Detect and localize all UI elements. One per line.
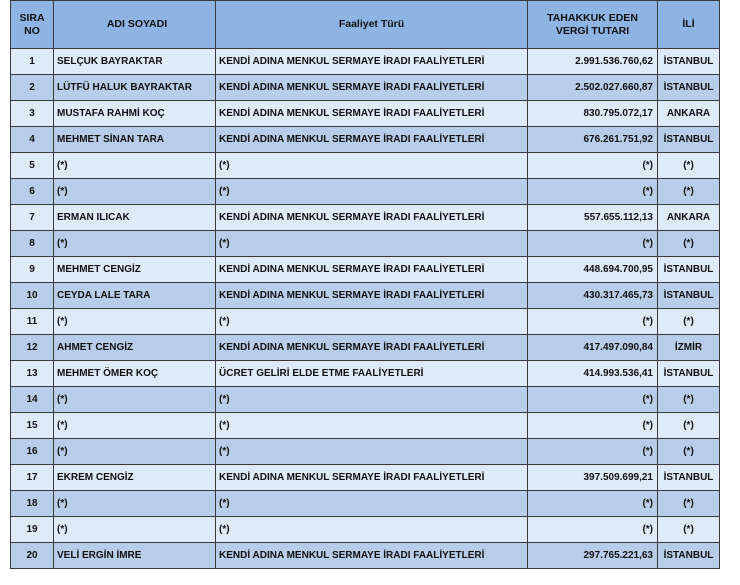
activity-cell: (*) [216, 153, 528, 179]
table-row [11, 361, 720, 387]
activity-cell: KENDİ ADINA MENKUL SERMAYE İRADI FAALİYETLERİ [216, 283, 528, 309]
table-row [11, 465, 720, 491]
table-row [11, 309, 720, 335]
row-number-cell: 9 [11, 257, 54, 283]
name-cell: (*) [54, 179, 216, 205]
city-cell: İSTANBUL [658, 465, 720, 491]
name-cell: (*) [54, 387, 216, 413]
activity-cell: KENDİ ADINA MENKUL SERMAYE İRADI FAALİYETLERİ [216, 75, 528, 101]
header-sira-line2: NO [24, 24, 40, 37]
name-cell: VELİ ERGİN İMRE [54, 543, 216, 569]
table-row [11, 387, 720, 413]
name-cell: (*) [54, 231, 216, 257]
city-cell: (*) [658, 517, 720, 543]
header-vergi-tutari [528, 1, 658, 49]
table-row [11, 127, 720, 153]
table-row [11, 413, 720, 439]
header-adi-soyadi: ADI SOYADI [54, 1, 216, 49]
name-cell: EKREM CENGİZ [54, 465, 216, 491]
city-cell: (*) [658, 309, 720, 335]
tax-amount-cell: 417.497.090,84 [528, 335, 658, 361]
activity-cell: (*) [216, 309, 528, 335]
row-number-cell: 5 [11, 153, 54, 179]
tax-amount-cell: (*) [528, 231, 658, 257]
header-ili: İLİ [658, 1, 720, 49]
tax-amount-cell: 448.694.700,95 [528, 257, 658, 283]
name-cell: MEHMET SİNAN TARA [54, 127, 216, 153]
tax-amount-cell: 414.993.536,41 [528, 361, 658, 387]
header-tax-line1: TAHAKKUK EDEN [547, 11, 638, 24]
row-number-cell: 2 [11, 75, 54, 101]
city-cell: İZMİR [658, 335, 720, 361]
activity-cell: KENDİ ADINA MENKUL SERMAYE İRADI FAALİYETLERİ [216, 543, 528, 569]
tax-amount-cell: (*) [528, 153, 658, 179]
city-cell: (*) [658, 439, 720, 465]
name-cell: (*) [54, 413, 216, 439]
table-row [11, 543, 720, 569]
name-cell: ERMAN ILICAK [54, 205, 216, 231]
city-cell: İSTANBUL [658, 127, 720, 153]
table-row [11, 205, 720, 231]
row-number-cell: 3 [11, 101, 54, 127]
header-tax-line2: VERGİ TUTARI [555, 24, 630, 37]
table-row [11, 179, 720, 205]
tax-amount-cell: 557.655.112,13 [528, 205, 658, 231]
table-row [11, 231, 720, 257]
activity-cell: KENDİ ADINA MENKUL SERMAYE İRADI FAALİYETLERİ [216, 257, 528, 283]
table-row [11, 439, 720, 465]
name-cell: SELÇUK BAYRAKTAR [54, 49, 216, 75]
name-cell: AHMET CENGİZ [54, 335, 216, 361]
taxpayer-table [10, 0, 720, 569]
row-number-cell: 19 [11, 517, 54, 543]
row-number-cell: 8 [11, 231, 54, 257]
row-number-cell: 4 [11, 127, 54, 153]
name-cell: LÜTFÜ HALUK BAYRAKTAR [54, 75, 216, 101]
city-cell: İSTANBUL [658, 49, 720, 75]
city-cell: (*) [658, 231, 720, 257]
table-row [11, 257, 720, 283]
row-number-cell: 10 [11, 283, 54, 309]
tax-amount-cell: (*) [528, 309, 658, 335]
city-cell: İSTANBUL [658, 361, 720, 387]
table-row [11, 153, 720, 179]
activity-cell: (*) [216, 439, 528, 465]
tax-amount-cell: (*) [528, 387, 658, 413]
activity-cell: KENDİ ADINA MENKUL SERMAYE İRADI FAALİYETLERİ [216, 465, 528, 491]
activity-cell: ÜCRET GELİRİ ELDE ETME FAALİYETLERİ [216, 361, 528, 387]
table-row [11, 491, 720, 517]
city-cell: (*) [658, 491, 720, 517]
name-cell: (*) [54, 491, 216, 517]
activity-cell: (*) [216, 387, 528, 413]
city-cell: İSTANBUL [658, 543, 720, 569]
header-faaliyet-turu: Faaliyet Türü [216, 1, 528, 49]
city-cell: (*) [658, 153, 720, 179]
city-cell: ANKARA [658, 101, 720, 127]
row-number-cell: 14 [11, 387, 54, 413]
table-row [11, 101, 720, 127]
activity-cell: KENDİ ADINA MENKUL SERMAYE İRADI FAALİYETLERİ [216, 205, 528, 231]
tax-amount-cell: 430.317.465,73 [528, 283, 658, 309]
city-cell: İSTANBUL [658, 257, 720, 283]
city-cell: İSTANBUL [658, 283, 720, 309]
table-row [11, 283, 720, 309]
tax-amount-cell: 2.502.027.660,87 [528, 75, 658, 101]
tax-amount-cell: (*) [528, 179, 658, 205]
row-number-cell: 1 [11, 49, 54, 75]
row-number-cell: 7 [11, 205, 54, 231]
tax-amount-cell: 830.795.072,17 [528, 101, 658, 127]
activity-cell: KENDİ ADINA MENKUL SERMAYE İRADI FAALİYETLERİ [216, 127, 528, 153]
header-row [11, 1, 720, 49]
table-row [11, 75, 720, 101]
name-cell: MUSTAFA RAHMİ KOÇ [54, 101, 216, 127]
activity-cell: (*) [216, 231, 528, 257]
header-sira-no [11, 1, 54, 49]
activity-cell: KENDİ ADINA MENKUL SERMAYE İRADI FAALİYETLERİ [216, 335, 528, 361]
activity-cell: (*) [216, 413, 528, 439]
tax-amount-cell: 2.991.536.760,62 [528, 49, 658, 75]
table-row [11, 517, 720, 543]
tax-amount-cell: (*) [528, 517, 658, 543]
name-cell: (*) [54, 439, 216, 465]
name-cell: MEHMET ÖMER KOÇ [54, 361, 216, 387]
city-cell: ANKARA [658, 205, 720, 231]
row-number-cell: 17 [11, 465, 54, 491]
name-cell: CEYDA LALE TARA [54, 283, 216, 309]
tax-amount-cell: (*) [528, 439, 658, 465]
activity-cell: (*) [216, 517, 528, 543]
name-cell: (*) [54, 517, 216, 543]
activity-cell: (*) [216, 179, 528, 205]
tax-amount-cell: 397.509.699,21 [528, 465, 658, 491]
name-cell: MEHMET CENGİZ [54, 257, 216, 283]
table-row [11, 49, 720, 75]
activity-cell: (*) [216, 491, 528, 517]
table-row [11, 335, 720, 361]
row-number-cell: 11 [11, 309, 54, 335]
row-number-cell: 18 [11, 491, 54, 517]
header-sira-line1: SIRA [19, 11, 45, 24]
city-cell: (*) [658, 179, 720, 205]
city-cell: (*) [658, 413, 720, 439]
tax-amount-cell: (*) [528, 413, 658, 439]
row-number-cell: 6 [11, 179, 54, 205]
activity-cell: KENDİ ADINA MENKUL SERMAYE İRADI FAALİYETLERİ [216, 101, 528, 127]
name-cell: (*) [54, 309, 216, 335]
city-cell: İSTANBUL [658, 75, 720, 101]
tax-amount-cell: 297.765.221,63 [528, 543, 658, 569]
row-number-cell: 16 [11, 439, 54, 465]
activity-cell: KENDİ ADINA MENKUL SERMAYE İRADI FAALİYETLERİ [216, 49, 528, 75]
name-cell: (*) [54, 153, 216, 179]
row-number-cell: 13 [11, 361, 54, 387]
tax-amount-cell: (*) [528, 491, 658, 517]
city-cell: (*) [658, 387, 720, 413]
row-number-cell: 12 [11, 335, 54, 361]
row-number-cell: 20 [11, 543, 54, 569]
tax-amount-cell: 676.261.751,92 [528, 127, 658, 153]
row-number-cell: 15 [11, 413, 54, 439]
